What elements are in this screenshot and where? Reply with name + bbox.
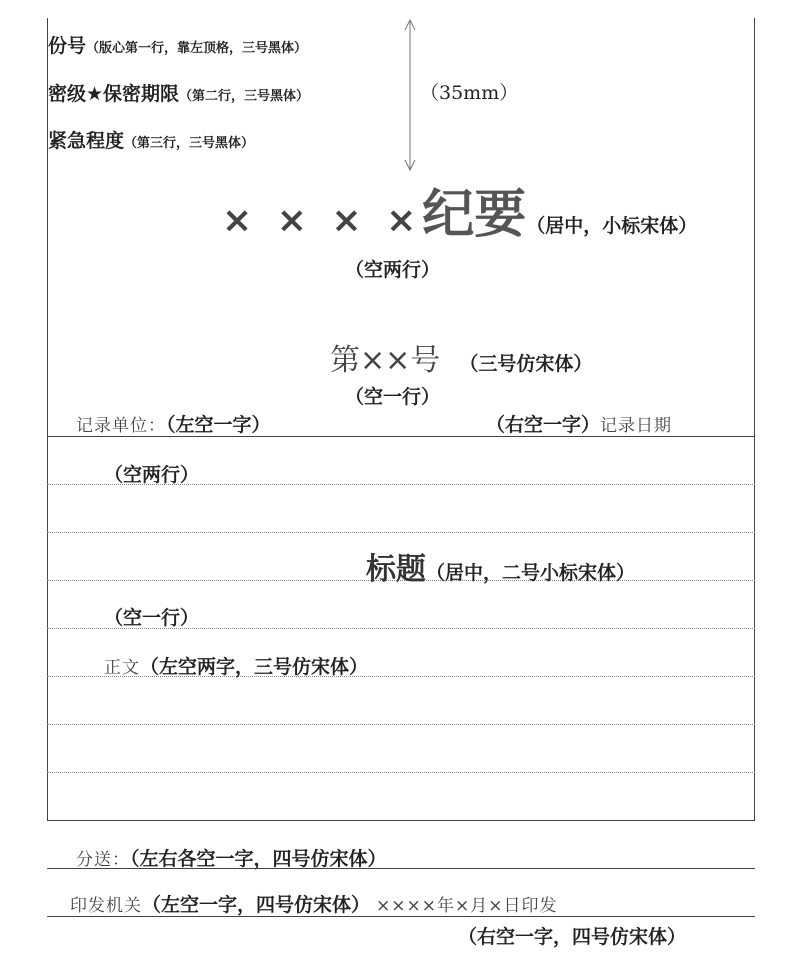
record-unit-note: （左空一字） (166, 414, 271, 436)
document-number-line (330, 335, 592, 379)
record-date (486, 410, 672, 437)
body-text-note: （左空两字，三号仿宋体） (140, 656, 369, 678)
body-gap-one-line-note: （空一行） (104, 607, 200, 629)
document-number-note: （三号仿宋体） (459, 353, 593, 375)
cc-label: 分送： (76, 850, 130, 870)
issuer-note: （左空一字，四号仿宋体） (142, 894, 371, 916)
ruled-line (47, 532, 755, 533)
heading-line (366, 544, 635, 588)
title-mark: × × × × (222, 200, 423, 241)
urgency-note: （第三行，三号黑体） (124, 136, 255, 151)
frame-right-border (754, 18, 755, 820)
title-line (222, 172, 697, 247)
ruled-line (47, 772, 755, 773)
urgency-label: 紧急程度 (48, 130, 125, 152)
record-date-label: 记录日期 (600, 416, 673, 436)
dimension-label: （35mm） (420, 82, 519, 104)
serial-note: （版心第一行，靠左顶格，三号黑体） (86, 41, 308, 56)
urgency-line (48, 126, 254, 153)
separator-line-issuer-bottom (47, 916, 755, 917)
separator-line-top (47, 436, 755, 437)
separator-line-footer (47, 820, 755, 821)
serial-line (48, 31, 307, 58)
dimension-arrow-icon (400, 18, 420, 174)
document-number: 第××号 (330, 343, 441, 378)
gap-one-line-note: （空一行） (345, 386, 441, 408)
record-unit (76, 410, 271, 437)
title-note: （居中，小标宋体） (526, 215, 698, 237)
heading-note: （居中，二号小标宋体） (426, 562, 636, 584)
record-date-note: （右空一字） (486, 414, 601, 436)
cc-note: （左右各空一字，四号仿宋体） (130, 848, 387, 870)
heading-text: 标题 (366, 552, 426, 587)
serial-label: 份号 (48, 35, 87, 57)
secret-label: 密级★保密期限 (48, 83, 180, 105)
separator-line-issuer-top (47, 868, 755, 869)
body-text-label: 正文 (104, 658, 140, 678)
secret-line (48, 79, 309, 106)
ruled-line (47, 724, 755, 725)
issuer-line (70, 890, 557, 917)
issue-date: ××××年×月×日印发 (376, 896, 558, 916)
body-gap-two-lines-note: （空两行） (104, 464, 200, 486)
cc-line (76, 844, 387, 871)
issuer-label: 印发机关 (70, 896, 142, 916)
secret-note: （第二行，三号黑体） (179, 89, 310, 104)
record-unit-label: 记录单位： (76, 416, 166, 436)
title-text: 纪要 (422, 185, 527, 245)
issue-date-note: （右空一字，四号仿宋体） (458, 926, 687, 948)
gap-two-lines-note: （空两行） (345, 259, 441, 281)
body-text-line (104, 652, 368, 679)
